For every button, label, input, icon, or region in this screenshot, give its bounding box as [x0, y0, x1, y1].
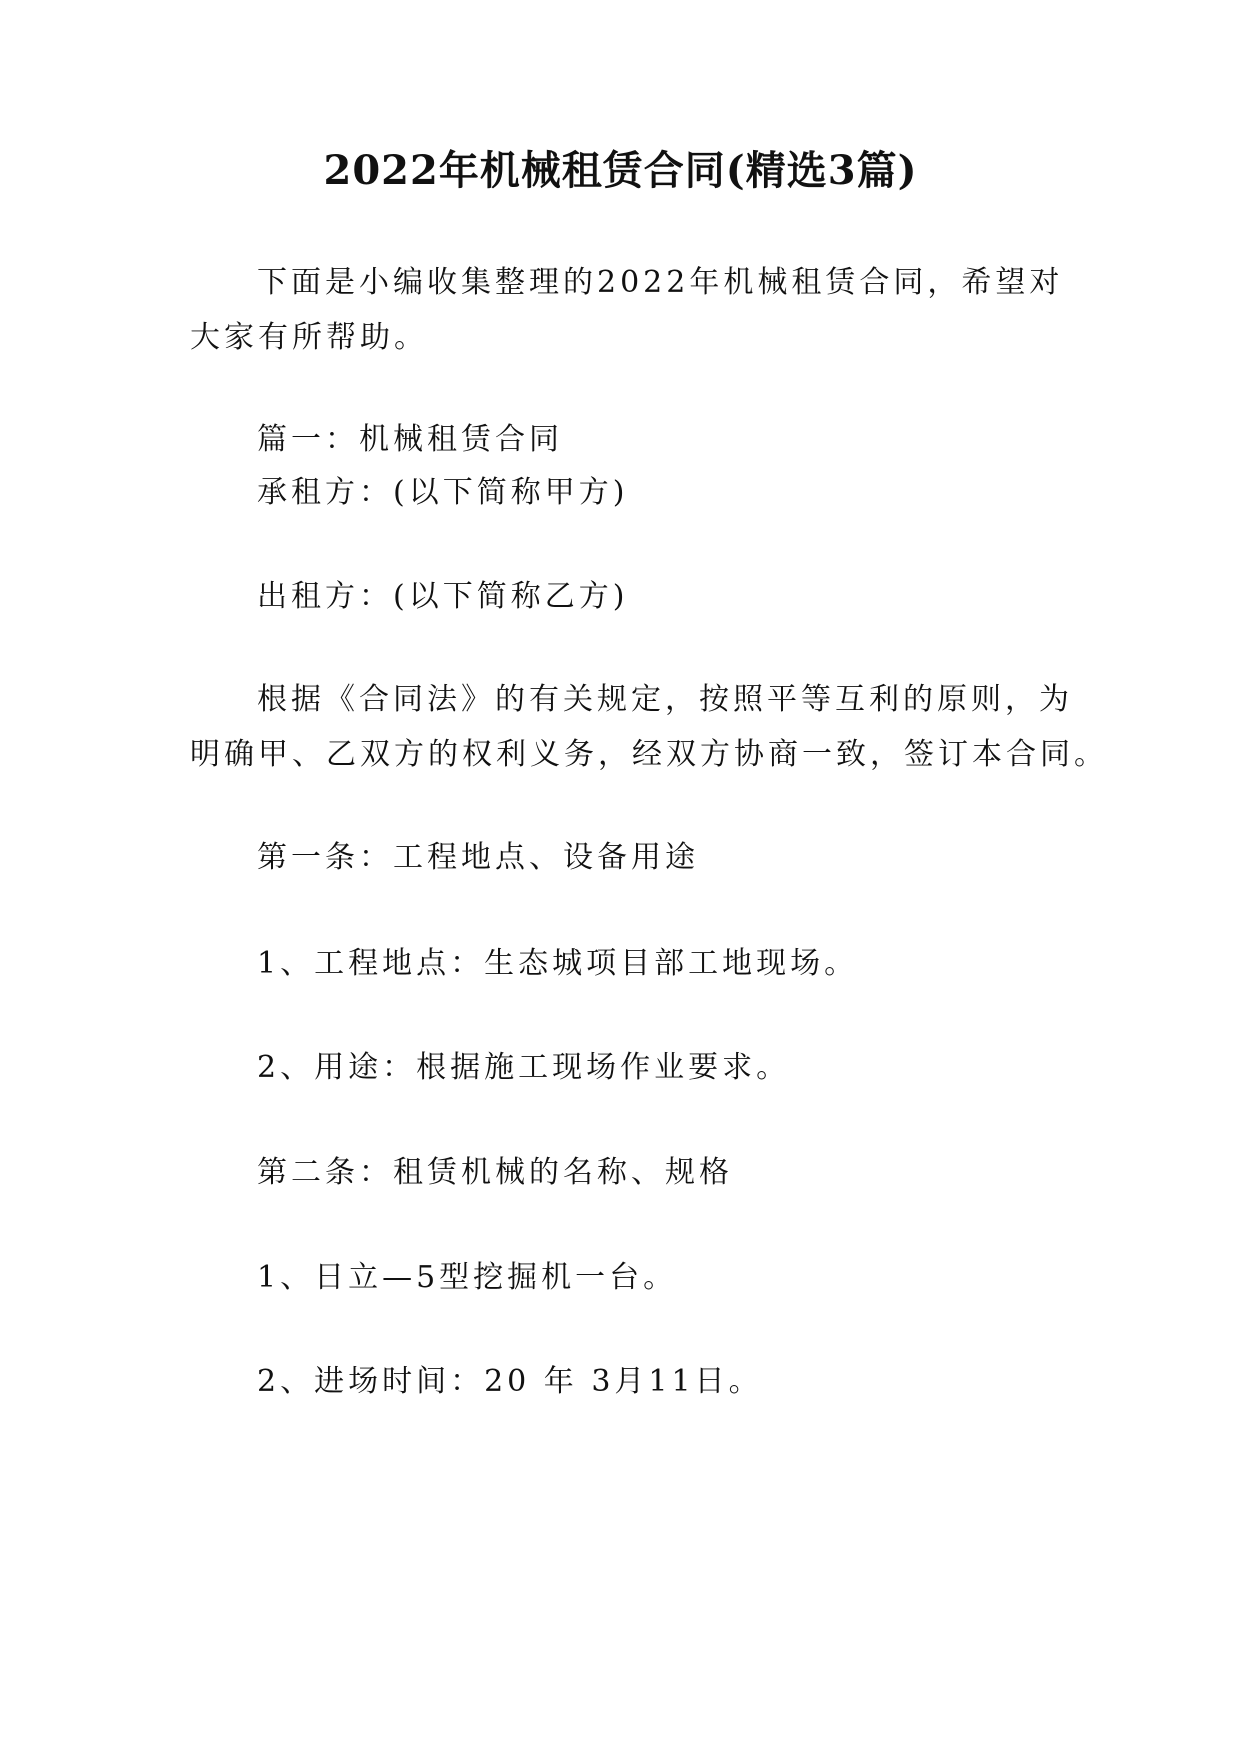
article-2-item-1: 1、日立—5型挖掘机一台。 — [257, 1260, 678, 1295]
article-2-heading: 第二条：租赁机械的名称、规格 — [257, 1155, 733, 1190]
article-1-item-1: 1、工程地点：生态城项目部工地现场。 — [257, 946, 859, 981]
section-heading: 篇一：机械租赁合同 — [257, 422, 563, 457]
article-1-heading: 第一条：工程地点、设备用途 — [257, 840, 699, 875]
document-title: 2022年机械租赁合同(精选3篇) — [323, 147, 918, 194]
intro-paragraph-line-1: 下面是小编收集整理的2022年机械租赁合同，希望对 — [257, 265, 1064, 300]
article-1-item-2: 2、用途：根据施工现场作业要求。 — [257, 1050, 791, 1085]
intro-paragraph-line-2: 大家有所帮助。 — [190, 320, 428, 355]
preamble-line-2: 明确甲、乙双方的权利义务，经双方协商一致，签订本合同。 — [190, 737, 1108, 772]
article-2-item-2: 2、进场时间：20 年 3月11日。 — [257, 1364, 763, 1399]
lessee-line: 承租方：(以下简称甲方) — [257, 475, 629, 510]
lessor-line: 出租方：(以下简称乙方) — [257, 579, 629, 614]
preamble-line-1: 根据《合同法》的有关规定，按照平等互利的原则，为 — [257, 682, 1073, 717]
